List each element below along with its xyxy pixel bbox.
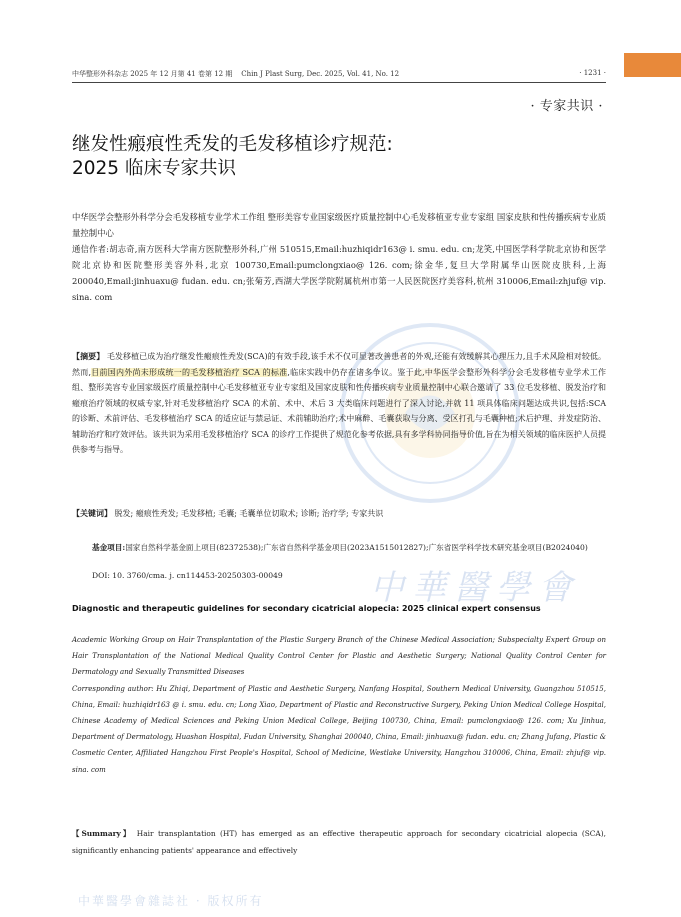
section-label: · 专家共识 · — [530, 99, 603, 114]
doi: DOI: 10. 3760/cma. j. cn114453-20250303-00049 — [92, 571, 283, 580]
header-rule — [72, 82, 606, 83]
english-summary — [72, 826, 606, 859]
summary-label: 【Summary】 — [72, 829, 133, 838]
funding — [92, 540, 606, 556]
funding-text: 国家自然科学基金面上项目(82372538);广东省自然科学基金项目(2023A1515012827);广东省医学科学技术研究基金项目(B2024040) — [125, 543, 588, 552]
english-affiliations — [72, 632, 606, 778]
title-line-2: 2025 临床专家共识 — [72, 158, 236, 179]
orange-corner-tab — [624, 53, 681, 77]
abstract-text-part1: 毛发移植已成为治疗继发性瘢痕性秃发(SCA)的有效手段,该手术不仅可显著改善患者的外观,还能有效缓解其心理压力,且手术风险相对较低。然而, — [72, 352, 607, 377]
keywords-label: 【关键词】 — [72, 508, 112, 518]
article-title — [72, 133, 592, 181]
running-header — [72, 69, 606, 79]
english-groups: Academic Working Group on Hair Transplantation of the Plastic Surgery Branch of the Chinese Medical Association; Subspecialty Expert Group on Hair Transplantation of the National Medical Quality Control Center for Plastic and Aesthetic Surgery; National Quality Control Center for Dermatology and Sexually Transmitted Diseases — [72, 636, 606, 677]
footer-watermark: 中華醫學會雜誌社 · 版权所有 — [78, 894, 264, 908]
english-title: Diagnostic and therapeutic guidelines for secondary cicatricial alopecia: 2025 clinical expert consensus — [72, 604, 541, 613]
corresponding-authors: 通信作者:胡志奇,南方医科大学南方医院整形外科,广州 510515,Email:huzhiqidr163@ i. smu. edu. cn;龙笑,中国医学科学院北京协和医学院北京协和医院整形美容外科,北京 100730,Email:pumclongxiao@ 126. com;徐金华,复旦大学附属华山医院皮肤科,上海 200040,Email:jinhuaxu@ fudan. edu. cn;张菊芳,西湖大学医学院附属杭州市第一人民医院医疗美容科,杭州 310006,Email:zhjuf@ vip. sina. com — [72, 243, 606, 302]
keywords-text: 脱发; 瘢痕性秃发; 毛发移植; 毛囊; 毛囊单位切取术; 诊断; 治疗学; 专家共识 — [112, 509, 384, 518]
abstract-text-part2: ,临床实践中仍存在诸多争议。鉴于此,中华医学会整形外科学分会毛发移植专业学术工作组、整形美容专业国家级医疗质量控制中心毛发移植亚专业专家组及国家皮肤和性传播疾病专业质量控制中心联合邀请了 33 位毛发移植、脱发治疗和瘢痕治疗领域的权威专家,针对毛发移植治疗 SCA 的术前、术中、术后 3 大类临床问题进行了深入讨论,并就 11 项具体临床问题达成共识,包括:SCA 的诊断、术前评估、毛发移植治疗 SCA 的适应证与禁忌证、术前辅助治疗;术中麻醉、毛囊获取与分离、受区打孔与毛囊种植;术后护理、并发症防治、辅助治疗和疗效评估。该共识为采用毛发移植治疗 SCA 的诊疗工作提供了规范化参考依据,具有多学科协同指导价值,旨在为相关领域的临床医护人员提供参考与指导。 — [72, 367, 607, 454]
abstract-highlight: 目前国内外尚未形成统一的毛发移植治疗 SCA 的标准 — [91, 367, 288, 377]
calligraphy-watermark: 中華醫學會 — [370, 568, 580, 608]
keywords — [72, 506, 606, 522]
journal-cn: 中华整形外科杂志 2025 年 12 月第 41 卷第 12 期 — [72, 70, 233, 78]
title-line-1: 继发性瘢痕性秃发的毛发移植诊疗规范: — [72, 134, 393, 155]
journal-en: Chin J Plast Surg, Dec. 2025, Vol. 41, No. 12 — [241, 70, 400, 78]
abstract — [72, 349, 606, 458]
page-number: · 1231 · — [579, 69, 606, 77]
funding-label: 基金项目: — [92, 543, 126, 552]
summary-text: Hair transplantation (HT) has emerged as an effective therapeutic approach for secondary cicatricial alopecia (SCA), significantly enhancing patients' appearance and effectively — [72, 829, 607, 855]
english-corresponding: Corresponding author: Hu Zhiqi, Department of Plastic and Aesthetic Surgery, Nanfang Hospital, Southern Medical University, Guangzhou 510515, China, Email: huzhiqidr163 @ i. smu. edu. cn; Long Xiao, Department of Plastic and Reconstructive Surgery, Peking Union Medical College Hospital, Chinese Academy of Medical Sciences and Peking Union Medical College, Beijing 100730, China, Email: pumclongxiao@ 126. com; Xu Jinhua, Department of Dermatology, Huashan Hospital, Fudan University, Shanghai 200040, China, Email: jinhuaxu@ fudan. edu. cn; Zhang Jufang, Plastic & Cosmetic Center, Affiliated Hangzhou First People's Hospital, School of Medicine, Westlake University, Hangzhou 310006, China, Email: zhjuf@ vip. sina. com — [72, 684, 606, 774]
authors-block — [72, 210, 606, 305]
abstract-label: 【摘要】 — [72, 351, 105, 361]
author-groups: 中华医学会整形外科学分会毛发移植专业学术工作组 整形美容专业国家级医疗质量控制中心毛发移植亚专业专家组 国家皮肤和性传播疾病专业质量控制中心 — [72, 212, 606, 238]
